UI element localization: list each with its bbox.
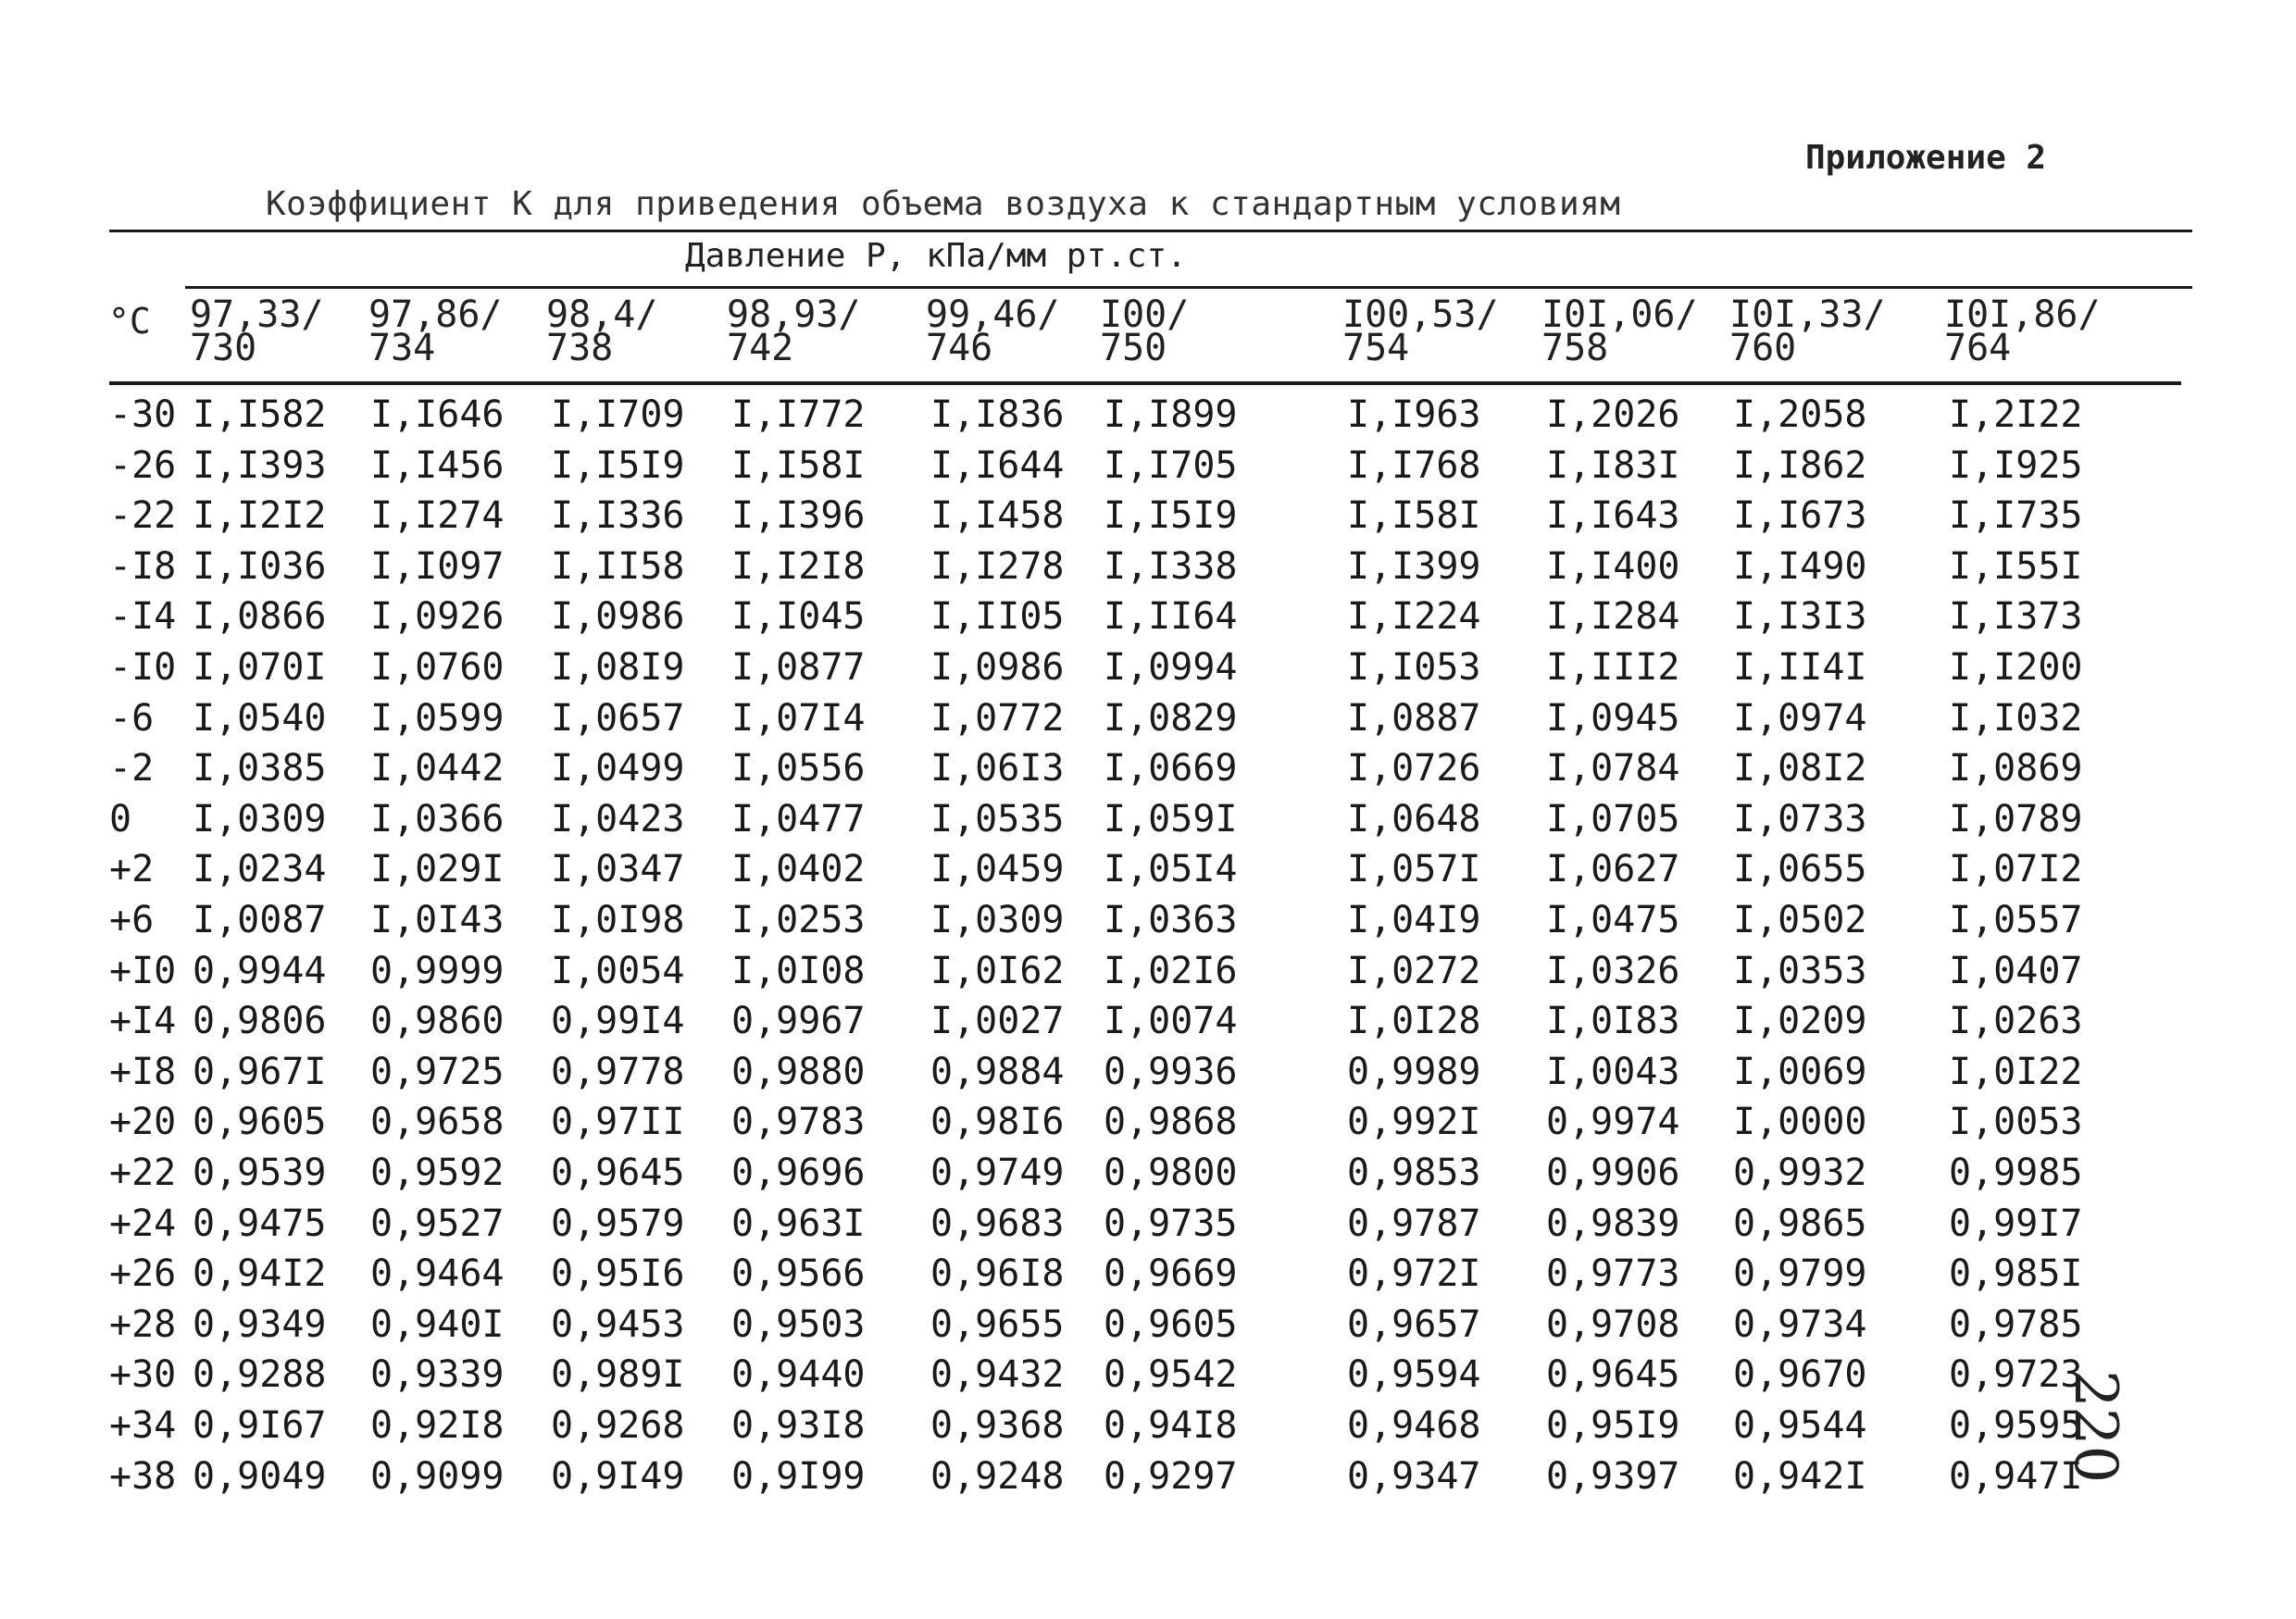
table-cell: I,0557 — [1949, 899, 2083, 941]
header-rule — [109, 381, 2181, 385]
table-cell: I,I55I — [1949, 545, 2083, 588]
column-header-mm: 750 — [1100, 327, 1167, 369]
row-temperature: +I8 — [109, 1051, 177, 1093]
table-cell: I,0I98 — [551, 899, 685, 941]
table-cell: 0,9787 — [1347, 1202, 1481, 1245]
table-cell: I,I274 — [370, 494, 505, 537]
table-cell: 0,9297 — [1104, 1455, 1238, 1498]
table-cell: 0,9999 — [370, 950, 505, 992]
row-temperature: +34 — [109, 1404, 177, 1447]
pressure-caption: Давление P, кПа/мм рт.ст. — [685, 237, 1187, 275]
table-cell: 0,985I — [1949, 1252, 2083, 1295]
table-cell: 0,9799 — [1733, 1252, 1867, 1295]
column-header-mm: 746 — [926, 327, 993, 369]
column-header-kpa: I0I,33/ — [1729, 293, 1886, 336]
table-cell: I,0326 — [1546, 950, 1680, 992]
table-cell: 0,9347 — [1347, 1455, 1481, 1498]
table-cell: 0,9527 — [370, 1202, 505, 1245]
table-cell: I,I83I — [1546, 444, 1680, 487]
row-temperature: +20 — [109, 1101, 177, 1143]
table-cell: I,I644 — [930, 444, 1065, 487]
table-cell: 0,940I — [370, 1303, 505, 1346]
table-cell: I,I032 — [1949, 697, 2083, 740]
table-cell: 0,9708 — [1546, 1303, 1680, 1346]
table-cell: I,0599 — [370, 697, 505, 740]
table-cell: I,0648 — [1347, 798, 1481, 841]
table-cell: 0,9725 — [370, 1051, 505, 1093]
column-header-mm: 764 — [1944, 327, 2012, 369]
table-cell: 0,94I2 — [193, 1252, 327, 1295]
table-cell: 0,9468 — [1347, 1404, 1481, 1447]
table-cell: 0,989I — [551, 1353, 685, 1396]
table-cell: 0,9723 — [1949, 1353, 2083, 1396]
table-cell: I,I373 — [1949, 595, 2083, 638]
column-header — [1100, 293, 1190, 369]
table-cell: I,057I — [1347, 848, 1481, 890]
table-cell: I,I5I9 — [551, 444, 685, 487]
row-temperature: +6 — [109, 899, 155, 941]
table-cell: 0,9932 — [1733, 1152, 1867, 1194]
table-cell: 0,9432 — [930, 1353, 1065, 1396]
table-cell: 0,9696 — [731, 1152, 866, 1194]
table-cell: I,0986 — [930, 646, 1065, 689]
table-cell: 0,93I8 — [731, 1404, 866, 1447]
table-cell: I,0869 — [1949, 747, 2083, 790]
table-cell: 0,99I4 — [551, 1000, 685, 1042]
table-cell: I,I393 — [193, 444, 327, 487]
row-temperature: -22 — [109, 494, 177, 537]
table-cell: I,0926 — [370, 595, 505, 638]
table-cell: I,059I — [1104, 798, 1238, 841]
column-header — [368, 293, 503, 369]
table-cell: I,05I4 — [1104, 848, 1238, 890]
table-cell: I,I899 — [1104, 393, 1238, 436]
table-cell: I,0556 — [731, 747, 866, 790]
table-cell: 0,963I — [731, 1202, 866, 1245]
temperature-header: °C — [108, 301, 151, 342]
column-header — [926, 293, 1060, 369]
table-cell: I,I396 — [731, 494, 866, 537]
table-cell: 0,9860 — [370, 1000, 505, 1042]
column-header — [1342, 293, 1499, 369]
column-header — [727, 293, 861, 369]
table-cell: I,I772 — [731, 393, 866, 436]
table-cell: I,0366 — [370, 798, 505, 841]
table-cell: I,0502 — [1733, 899, 1867, 941]
row-temperature: +I0 — [109, 950, 177, 992]
table-cell: I,II64 — [1104, 595, 1238, 638]
table-cell: 0,9248 — [930, 1455, 1065, 1498]
table-cell: 0,9683 — [930, 1202, 1065, 1245]
table-cell: 0,9783 — [731, 1101, 866, 1143]
table-cell: I,0887 — [1347, 697, 1481, 740]
table-cell: I,0347 — [551, 848, 685, 890]
column-header — [1729, 293, 1886, 369]
table-cell: 0,9868 — [1104, 1101, 1238, 1143]
table-cell: 0,9749 — [930, 1152, 1065, 1194]
table-cell: I,I458 — [930, 494, 1065, 537]
table-cell: I,I673 — [1733, 494, 1867, 537]
row-temperature: +38 — [109, 1455, 177, 1498]
table-cell: I,I709 — [551, 393, 685, 436]
table-cell: I,I582 — [193, 393, 327, 436]
table-cell: I,0499 — [551, 747, 685, 790]
table-title: Коэффициент K для приведения объема воздуха к стандартным условиям — [266, 185, 1621, 223]
column-header-mm: 754 — [1342, 327, 1410, 369]
table-cell: I,I58I — [731, 444, 866, 487]
row-temperature: +22 — [109, 1152, 177, 1194]
table-cell: 0,95I9 — [1546, 1404, 1680, 1447]
table-cell: 0,9645 — [551, 1152, 685, 1194]
table-cell: I,04I9 — [1347, 899, 1481, 941]
column-header-kpa: I0I,06/ — [1541, 293, 1698, 336]
table-cell: I,0074 — [1104, 1000, 1238, 1042]
table-cell: I,0309 — [930, 899, 1065, 941]
table-cell: I,0234 — [193, 848, 327, 890]
table-cell: 0,9049 — [193, 1455, 327, 1498]
table-cell: I,0272 — [1347, 950, 1481, 992]
table-cell: 0,992I — [1347, 1101, 1481, 1143]
table-cell: I,I3I3 — [1733, 595, 1867, 638]
row-temperature: +26 — [109, 1252, 177, 1295]
table-cell: I,0I08 — [731, 950, 866, 992]
table-cell: 0,942I — [1733, 1455, 1867, 1498]
table-cell: 0,9453 — [551, 1303, 685, 1346]
table-cell: 0,9967 — [731, 1000, 866, 1042]
table-cell: I,II4I — [1733, 646, 1867, 689]
table-cell: I,0000 — [1733, 1101, 1867, 1143]
table-cell: 0,9339 — [370, 1353, 505, 1396]
table-cell: 0,9368 — [930, 1404, 1065, 1447]
table-cell: 0,9989 — [1347, 1051, 1481, 1093]
table-cell: I,0657 — [551, 697, 685, 740]
table-cell: I,I836 — [930, 393, 1065, 436]
table-cell: I,0054 — [551, 950, 685, 992]
table-cell: I,0053 — [1949, 1101, 2083, 1143]
table-cell: I,0733 — [1733, 798, 1867, 841]
table-cell: I,0784 — [1546, 747, 1680, 790]
table-cell: I,0459 — [930, 848, 1065, 890]
table-cell: I,0209 — [1733, 1000, 1867, 1042]
table-cell: 0,9785 — [1949, 1303, 2083, 1346]
table-cell: I,0I43 — [370, 899, 505, 941]
table-cell: I,0655 — [1733, 848, 1867, 890]
table-cell: I,I045 — [731, 595, 866, 638]
table-cell: 0,972I — [1347, 1252, 1481, 1295]
table-cell: 0,9884 — [930, 1051, 1065, 1093]
table-cell: I,0027 — [930, 1000, 1065, 1042]
table-cell: I,0069 — [1733, 1051, 1867, 1093]
table-cell: I,I963 — [1347, 393, 1481, 436]
table-cell: 0,9464 — [370, 1252, 505, 1295]
table-cell: 0,9594 — [1347, 1353, 1481, 1396]
table-cell: I,08I9 — [551, 646, 685, 689]
table-cell: I,I646 — [370, 393, 505, 436]
table-cell: 0,9735 — [1104, 1202, 1238, 1245]
table-cell: I,I768 — [1347, 444, 1481, 487]
table-cell: I,0I22 — [1949, 1051, 2083, 1093]
table-cell: I,02I6 — [1104, 950, 1238, 992]
table-cell: I,0309 — [193, 798, 327, 841]
table-cell: I,I643 — [1546, 494, 1680, 537]
table-cell: 0,9539 — [193, 1152, 327, 1194]
table-cell: I,2058 — [1733, 393, 1867, 436]
page-number: 220 — [2061, 1370, 2129, 1484]
table-cell: 0,9985 — [1949, 1152, 2083, 1194]
table-cell: 0,9657 — [1347, 1303, 1481, 1346]
table-cell: 0,9773 — [1546, 1252, 1680, 1295]
table-cell: I,0I83 — [1546, 1000, 1680, 1042]
table-cell: I,I338 — [1104, 545, 1238, 588]
table-cell: 0,9099 — [370, 1455, 505, 1498]
table-cell: I,I58I — [1347, 494, 1481, 537]
table-cell: 0,9778 — [551, 1051, 685, 1093]
column-header-kpa: 99,46/ — [926, 293, 1060, 336]
table-cell: I,I925 — [1949, 444, 2083, 487]
table-cell: 0,9I99 — [731, 1455, 866, 1498]
table-cell: I,0263 — [1949, 1000, 2083, 1042]
table-cell: I,029I — [370, 848, 505, 890]
row-temperature: +30 — [109, 1353, 177, 1396]
table-cell: I,0789 — [1949, 798, 2083, 841]
column-header-mm: 738 — [546, 327, 614, 369]
table-cell: I,0866 — [193, 595, 327, 638]
table-cell: 0,95I6 — [551, 1252, 685, 1295]
column-header — [1541, 293, 1698, 369]
row-temperature: -26 — [109, 444, 177, 487]
appendix-label: Приложение 2 — [1805, 139, 2047, 177]
table-cell: I,0I28 — [1347, 1000, 1481, 1042]
table-cell: I,0043 — [1546, 1051, 1680, 1093]
table-cell: I,I490 — [1733, 545, 1867, 588]
column-header-mm: 734 — [368, 327, 436, 369]
table-cell: 0,99I7 — [1949, 1202, 2083, 1245]
table-cell: I,I400 — [1546, 545, 1680, 588]
table-cell: I,I735 — [1949, 494, 2083, 537]
table-cell: 0,9880 — [731, 1051, 866, 1093]
row-temperature: +I4 — [109, 1000, 177, 1042]
table-cell: 0,9853 — [1347, 1152, 1481, 1194]
table-cell: I,0772 — [930, 697, 1065, 740]
table-cell: I,II58 — [551, 545, 685, 588]
table-cell: I,I097 — [370, 545, 505, 588]
column-header-mm: 742 — [727, 327, 794, 369]
table-cell: I,0477 — [731, 798, 866, 841]
column-header-mm: 760 — [1729, 327, 1797, 369]
table-cell: I,I705 — [1104, 444, 1238, 487]
table-cell: 0,9605 — [1104, 1303, 1238, 1346]
row-temperature: 0 — [109, 798, 132, 841]
row-temperature: -30 — [109, 393, 177, 436]
table-cell: I,07I2 — [1949, 848, 2083, 890]
table-cell: 0,9268 — [551, 1404, 685, 1447]
column-header-kpa: 98,4/ — [546, 293, 658, 336]
table-cell: I,III2 — [1546, 646, 1680, 689]
table-cell: 0,9734 — [1733, 1303, 1867, 1346]
table-cell: I,06I3 — [930, 747, 1065, 790]
table-cell: 0,9936 — [1104, 1051, 1238, 1093]
table-cell: 0,9542 — [1104, 1353, 1238, 1396]
table-cell: I,0760 — [370, 646, 505, 689]
table-cell: 0,9544 — [1733, 1404, 1867, 1447]
table-cell: I,0986 — [551, 595, 685, 638]
table-cell: 0,9645 — [1546, 1353, 1680, 1396]
table-cell: I,2026 — [1546, 393, 1680, 436]
table-cell: I,I036 — [193, 545, 327, 588]
table-cell: I,0423 — [551, 798, 685, 841]
column-header — [1944, 293, 2101, 369]
column-header-kpa: 97,86/ — [368, 293, 503, 336]
table-cell: 0,98I6 — [930, 1101, 1065, 1143]
top-rule — [109, 230, 2192, 232]
table-cell: I,070I — [193, 646, 327, 689]
table-cell: 0,9475 — [193, 1202, 327, 1245]
table-cell: I,0475 — [1546, 899, 1680, 941]
table-cell: 0,9839 — [1546, 1202, 1680, 1245]
table-cell: 0,9974 — [1546, 1101, 1680, 1143]
table-cell: 0,9595 — [1949, 1404, 2083, 1447]
column-header — [190, 293, 324, 369]
table-cell: 0,9944 — [193, 950, 327, 992]
table-cell: I,0877 — [731, 646, 866, 689]
table-cell: 0,9I67 — [193, 1404, 327, 1447]
table-cell: 0,9503 — [731, 1303, 866, 1346]
table-cell: I,0829 — [1104, 697, 1238, 740]
table-cell: I,0385 — [193, 747, 327, 790]
column-header-mm: 758 — [1541, 327, 1609, 369]
table-cell: I,0540 — [193, 697, 327, 740]
table-cell: 0,9865 — [1733, 1202, 1867, 1245]
table-cell: 0,94I8 — [1104, 1404, 1238, 1447]
table-cell: I,0974 — [1733, 697, 1867, 740]
row-temperature: -6 — [109, 697, 155, 740]
table-cell: I,I053 — [1347, 646, 1481, 689]
row-temperature: +28 — [109, 1303, 177, 1346]
row-temperature: -I8 — [109, 545, 177, 588]
table-cell: 0,9806 — [193, 1000, 327, 1042]
table-cell: I,I200 — [1949, 646, 2083, 689]
table-cell: 0,9906 — [1546, 1152, 1680, 1194]
table-cell: I,II05 — [930, 595, 1065, 638]
column-header-kpa: I0I,86/ — [1944, 293, 2101, 336]
table-cell: I,0627 — [1546, 848, 1680, 890]
table-cell: 0,9592 — [370, 1152, 505, 1194]
row-temperature: -2 — [109, 747, 155, 790]
table-cell: 0,9670 — [1733, 1353, 1867, 1396]
table-cell: 0,97II — [551, 1101, 685, 1143]
column-header-kpa: 97,33/ — [190, 293, 324, 336]
table-cell: I,I284 — [1546, 595, 1680, 638]
table-cell: I,0726 — [1347, 747, 1481, 790]
table-cell: 0,9440 — [731, 1353, 866, 1396]
row-temperature: -I0 — [109, 646, 177, 689]
table-cell: 0,9I49 — [551, 1455, 685, 1498]
table-cell: 0,9397 — [1546, 1455, 1680, 1498]
table-cell: I,0945 — [1546, 697, 1680, 740]
table-cell: I,I399 — [1347, 545, 1481, 588]
table-cell: I,0253 — [731, 899, 866, 941]
table-cell: 0,9669 — [1104, 1252, 1238, 1295]
table-cell: I,0407 — [1949, 950, 2083, 992]
table-cell: 0,96I8 — [930, 1252, 1065, 1295]
table-cell: I,I336 — [551, 494, 685, 537]
table-cell: I,07I4 — [731, 697, 866, 740]
table-cell: I,0363 — [1104, 899, 1238, 941]
column-header — [546, 293, 658, 369]
table-cell: 0,9349 — [193, 1303, 327, 1346]
column-header-kpa: I00/ — [1100, 293, 1190, 336]
pressure-rule — [185, 286, 2192, 289]
table-cell: 0,9655 — [930, 1303, 1065, 1346]
table-cell: I,0I62 — [930, 950, 1065, 992]
table-cell: I,0994 — [1104, 646, 1238, 689]
table-cell: I,I862 — [1733, 444, 1867, 487]
table-cell: I,0442 — [370, 747, 505, 790]
table-cell: I,I2I2 — [193, 494, 327, 537]
table-cell: 0,9800 — [1104, 1152, 1238, 1194]
table-cell: I,2I22 — [1949, 393, 2083, 436]
table-cell: I,0705 — [1546, 798, 1680, 841]
table-cell: 0,92I8 — [370, 1404, 505, 1447]
table-cell: I,0353 — [1733, 950, 1867, 992]
table-cell: 0,9605 — [193, 1101, 327, 1143]
table-cell: I,I2I8 — [731, 545, 866, 588]
table-cell: 0,9658 — [370, 1101, 505, 1143]
table-cell: I,I278 — [930, 545, 1065, 588]
table-cell: 0,947I — [1949, 1455, 2083, 1498]
table-cell: I,0402 — [731, 848, 866, 890]
row-temperature: +2 — [109, 848, 155, 890]
row-temperature: +24 — [109, 1202, 177, 1245]
table-cell: 0,9288 — [193, 1353, 327, 1396]
column-header-mm: 730 — [190, 327, 257, 369]
table-cell: I,I5I9 — [1104, 494, 1238, 537]
table-cell: I,I456 — [370, 444, 505, 487]
column-header-kpa: 98,93/ — [727, 293, 861, 336]
table-cell: I,0669 — [1104, 747, 1238, 790]
table-cell: I,0087 — [193, 899, 327, 941]
table-cell: 0,9566 — [731, 1252, 866, 1295]
row-temperature: -I4 — [109, 595, 177, 638]
table-cell: 0,967I — [193, 1051, 327, 1093]
table-cell: 0,9579 — [551, 1202, 685, 1245]
column-header-kpa: I00,53/ — [1342, 293, 1499, 336]
table-cell: I,I224 — [1347, 595, 1481, 638]
table-cell: I,0535 — [930, 798, 1065, 841]
table-cell: I,08I2 — [1733, 747, 1867, 790]
